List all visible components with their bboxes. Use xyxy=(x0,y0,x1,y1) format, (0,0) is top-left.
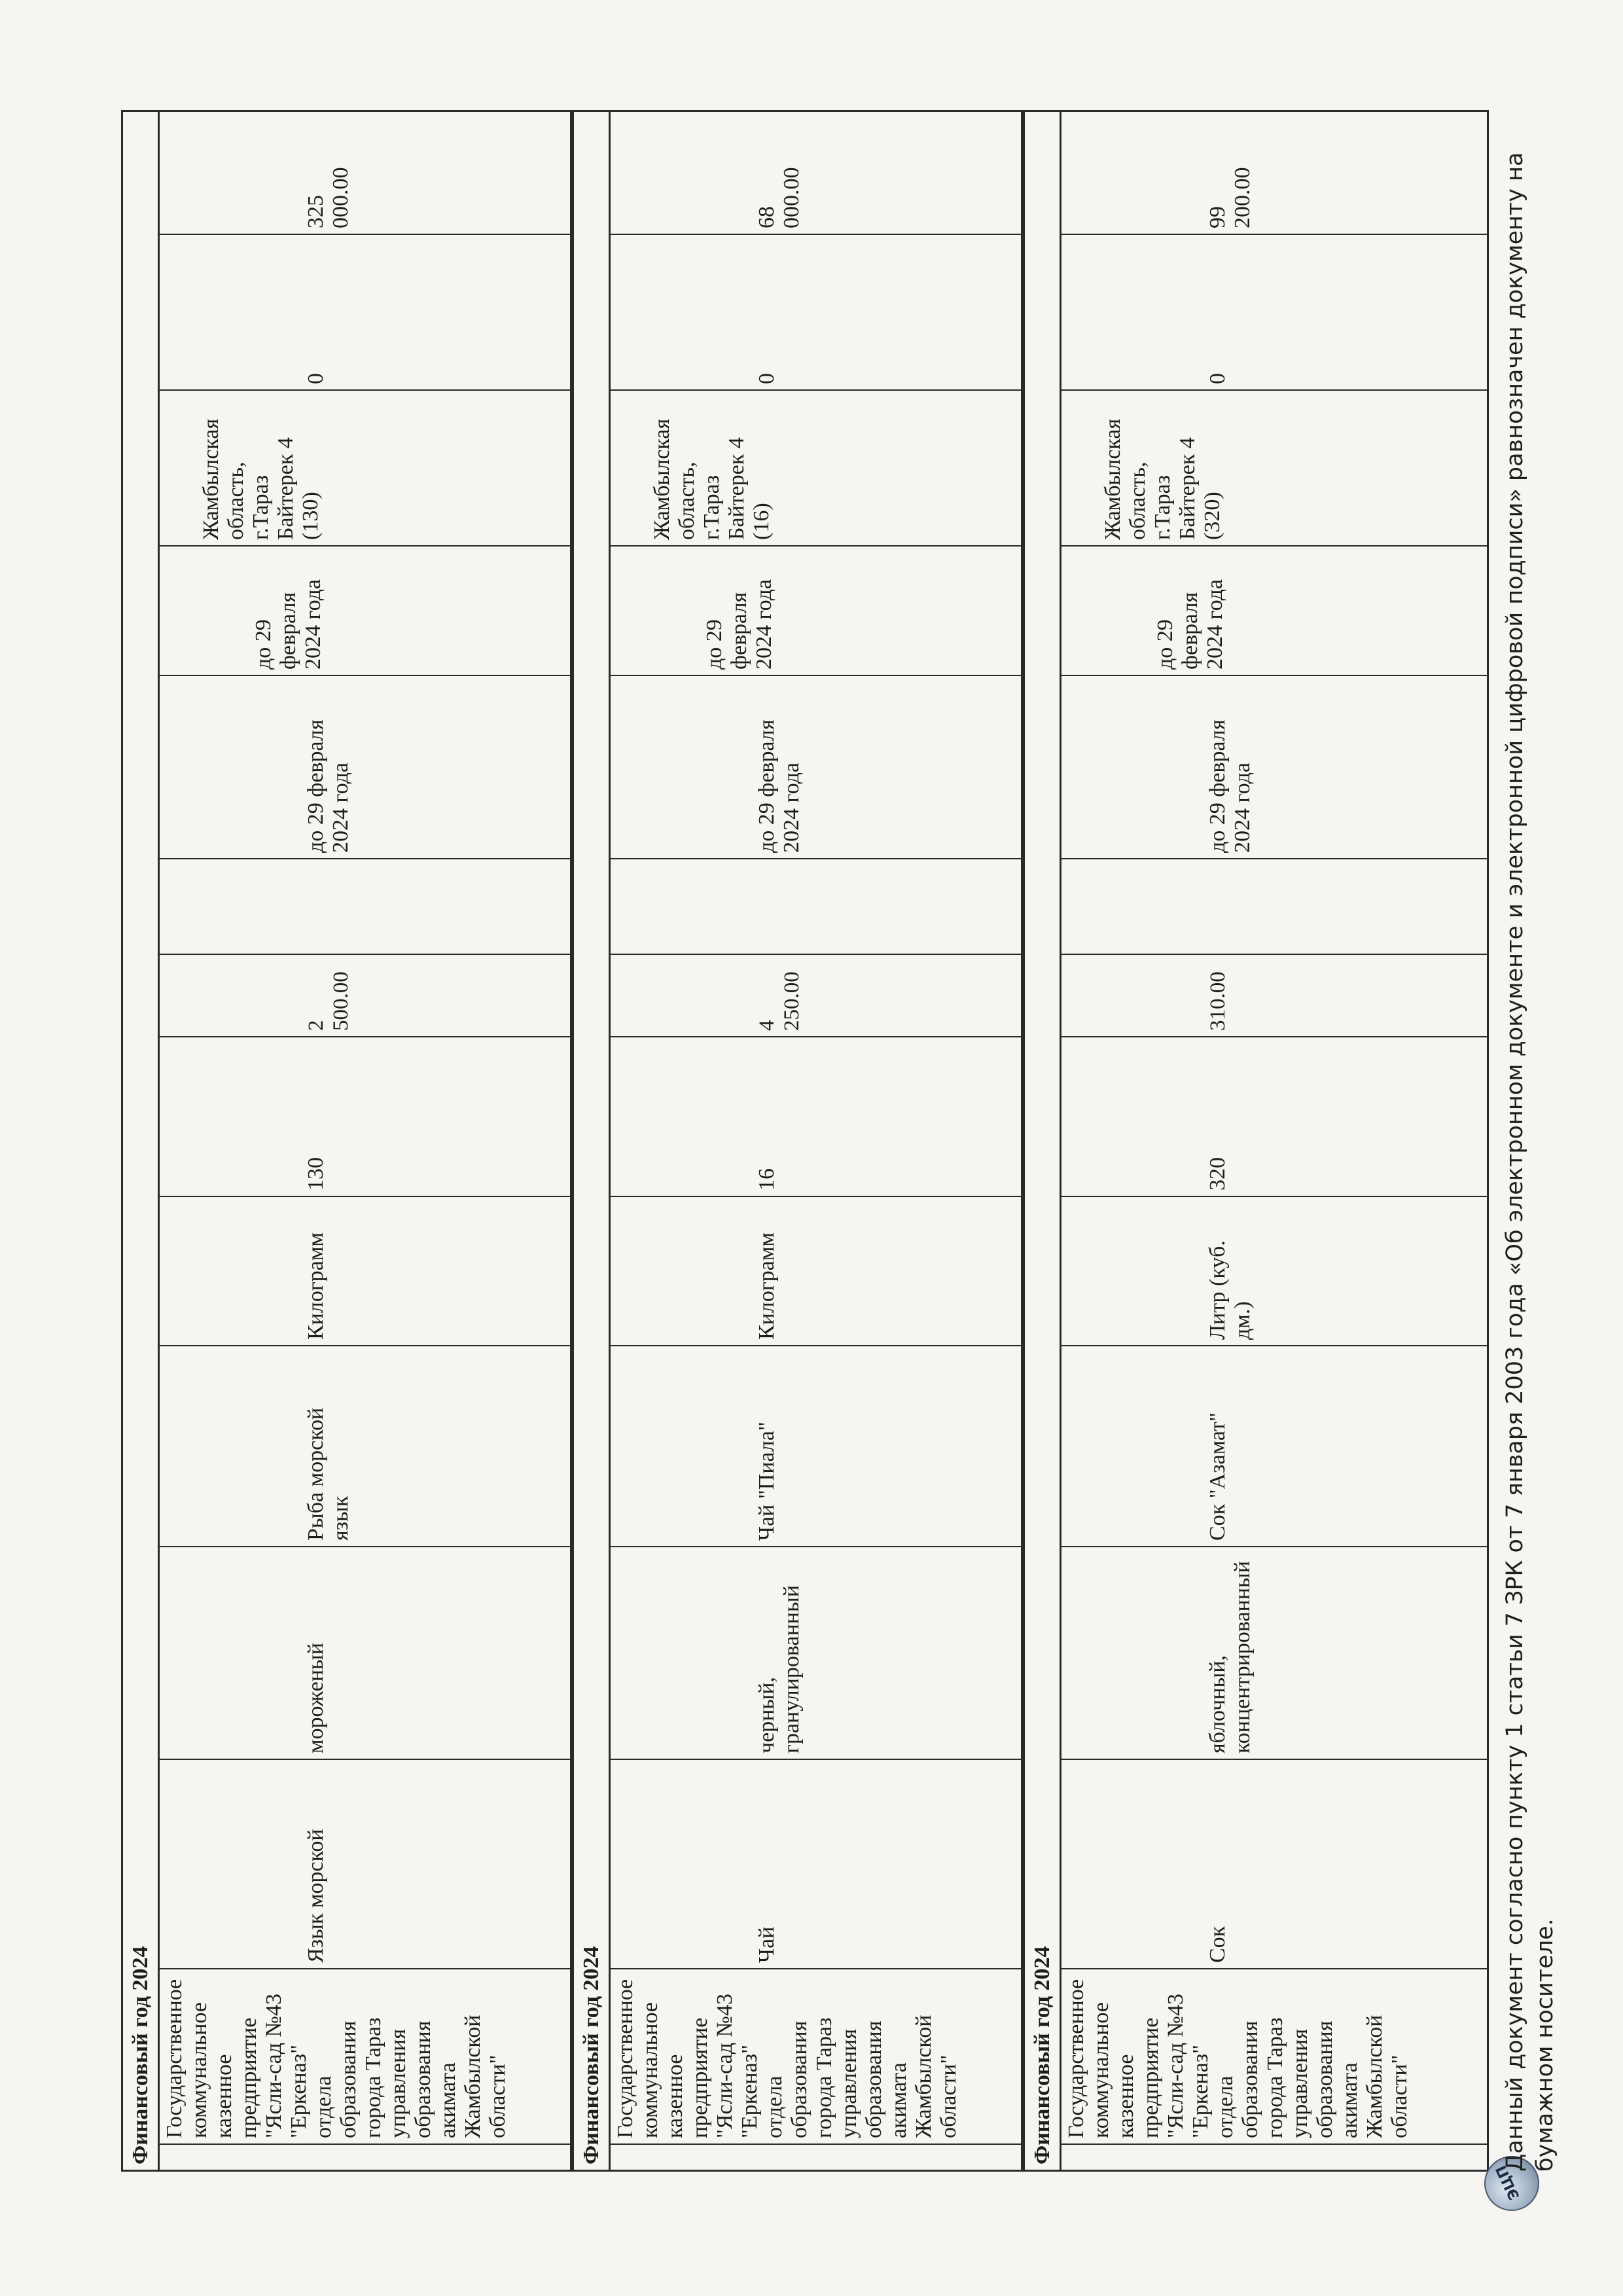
unit-cell xyxy=(611,1196,1021,1345)
seal-label: ЭЦП xyxy=(1493,2162,1524,2202)
financial-year-heading: Финансовый год 2024 xyxy=(123,112,160,2170)
delivery-term: до 29 февраля 2024 года xyxy=(755,719,804,853)
advance-cell xyxy=(611,234,1021,389)
table-row xyxy=(1061,112,1487,2170)
item-name-cell xyxy=(160,1759,570,1968)
legal-footer-note: Данный документ согласно пункту 1 статьи 7 ЗРК от 7 января 2003 года «Об электронном документе и электронной цифровой подписи» равнозначен документу на бумажном носителе. xyxy=(1502,152,1558,2172)
item-name: Чай xyxy=(755,1926,779,1963)
empty-cell xyxy=(611,858,1021,954)
quantity-cell xyxy=(1061,1036,1487,1196)
payment-term: до 29 февраля 2024 года xyxy=(1153,579,1227,670)
delivery-place: Жамбылская область, г.Тараз Байтерек 4 (16) xyxy=(650,418,774,540)
quantity: 320 xyxy=(1205,1157,1230,1191)
payment-term-cell xyxy=(160,545,570,675)
unit-cell xyxy=(160,1196,570,1345)
delivery-place: Жамбылская область, г.Тараз Байтерек 4 (320) xyxy=(1101,418,1224,540)
sum-cell xyxy=(1061,112,1487,234)
unit: Литр (куб. дм.) xyxy=(1205,1240,1255,1340)
delivery-place-cell xyxy=(1061,389,1487,545)
delivery-term: до 29 февраля 2024 года xyxy=(304,719,353,853)
table-row xyxy=(611,112,1021,2170)
advance: 0 xyxy=(304,373,328,384)
table-row xyxy=(160,112,570,2170)
quantity-cell xyxy=(611,1036,1021,1196)
quantity: 16 xyxy=(755,1168,779,1191)
customer-cell: Государственное коммунальное казенное предприятие "Ясли-сад №43 "Еркеназ" отдела образования города Тараз управления образования акимата Жамбылской области" xyxy=(611,1968,1021,2144)
delivery-term-cell xyxy=(160,675,570,858)
characteristic-cell xyxy=(160,1546,570,1759)
additional-characteristic-cell xyxy=(160,1345,570,1546)
characteristic-cell xyxy=(611,1546,1021,1759)
characteristic: черный, гранулированный xyxy=(755,1585,804,1753)
additional-characteristic: Рыба морской язык xyxy=(304,1407,353,1541)
sum-cell xyxy=(611,112,1021,234)
delivery-term: до 29 февраля 2024 года xyxy=(1205,719,1255,853)
financial-year-heading: Финансовый год 2024 xyxy=(1025,112,1061,2170)
sum: 325 000.00 xyxy=(304,167,353,228)
quantity: 130 xyxy=(304,1157,328,1191)
advance-cell xyxy=(160,234,570,389)
item-name-cell xyxy=(611,1759,1021,1968)
table-section xyxy=(1025,112,1487,2170)
advance: 0 xyxy=(1205,373,1230,384)
procurement-table xyxy=(121,110,1489,2172)
table-section xyxy=(574,112,1021,2170)
delivery-place-cell xyxy=(611,389,1021,545)
row-index-cell xyxy=(160,2144,570,2170)
quantity-cell xyxy=(160,1036,570,1196)
advance: 0 xyxy=(755,373,779,384)
characteristic: яблочный, концентрированный xyxy=(1205,1560,1255,1753)
sum: 68 000.00 xyxy=(755,167,804,228)
delivery-place-cell xyxy=(160,389,570,545)
advance-cell xyxy=(1061,234,1487,389)
unit-cell xyxy=(1061,1196,1487,1345)
item-name-cell xyxy=(1061,1759,1487,1968)
additional-characteristic-cell xyxy=(1061,1345,1487,1546)
payment-term: до 29 февраля 2024 года xyxy=(702,579,776,670)
row-index-cell xyxy=(611,2144,1021,2170)
characteristic: мороженый xyxy=(304,1642,328,1753)
characteristic-cell xyxy=(1061,1546,1487,1759)
price: 310.00 xyxy=(1206,971,1230,1031)
delivery-term-cell xyxy=(1061,675,1487,858)
unit: Килограмм xyxy=(304,1232,328,1340)
item-name: Сок xyxy=(1205,1926,1230,1963)
price-cell xyxy=(1061,954,1487,1036)
payment-term: до 29 февраля 2024 года xyxy=(251,579,325,670)
row-index-cell xyxy=(1061,2144,1487,2170)
table-section xyxy=(123,112,570,2170)
price-cell xyxy=(160,954,570,1036)
additional-characteristic-cell xyxy=(611,1345,1021,1546)
unit: Килограмм xyxy=(755,1232,779,1340)
sum-cell xyxy=(160,112,570,234)
empty-cell xyxy=(160,858,570,954)
price: 2 500.00 xyxy=(304,971,353,1031)
delivery-place: Жамбылская область, г.Тараз Байтерек 4 (130) xyxy=(199,418,323,540)
empty-cell xyxy=(1061,858,1487,954)
sum: 99 200.00 xyxy=(1205,167,1255,228)
price-cell xyxy=(611,954,1021,1036)
financial-year-heading: Финансовый год 2024 xyxy=(574,112,611,2170)
additional-characteristic: Сок "Азамат" xyxy=(1205,1412,1230,1541)
customer-cell: Государственное коммунальное казенное предприятие "Ясли-сад №43 "Еркеназ" отдела образования города Тараз управления образования акимата Жамбылской области" xyxy=(1061,1968,1487,2144)
payment-term-cell xyxy=(611,545,1021,675)
item-name: Язык морской xyxy=(304,1829,328,1963)
customer-cell: Государственное коммунальное казенное предприятие "Ясли-сад №43 "Еркеназ" отдела образования города Тараз управления образования акимата Жамбылской области" xyxy=(160,1968,570,2144)
delivery-term-cell xyxy=(611,675,1021,858)
payment-term-cell xyxy=(1061,545,1487,675)
price: 4 250.00 xyxy=(755,971,804,1031)
additional-characteristic: Чай "Пиала" xyxy=(755,1422,779,1541)
